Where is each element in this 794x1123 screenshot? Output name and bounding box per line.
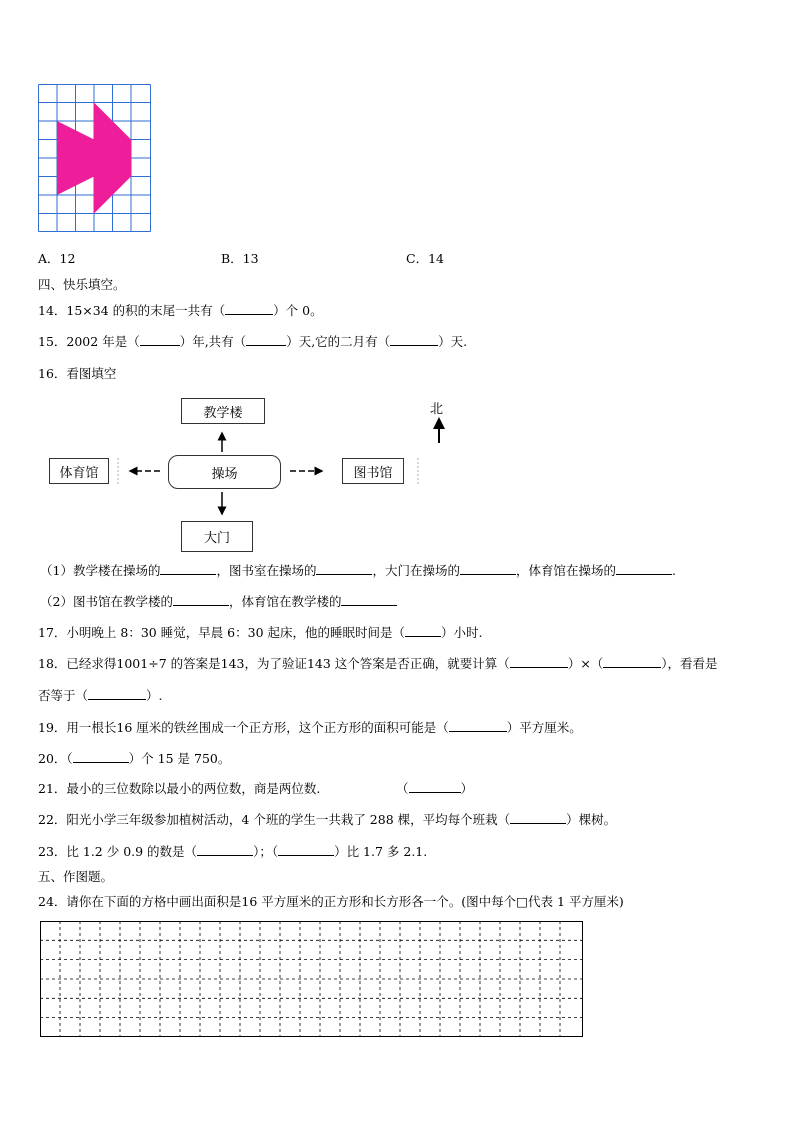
answer-blank[interactable] [409, 792, 461, 793]
question-23: 23．比 1.2 少 0.9 的数是（ ）；（ ）比 1.7 多 2.1. [38, 844, 428, 859]
answer-blank[interactable] [73, 762, 129, 763]
question-24: 24．请你在下面的方格中画出面积是16 平方厘米的正方形和长方形各一个。(图中每个□代表 1 平方厘米) [38, 894, 624, 909]
gate-box: 大门 [181, 521, 253, 552]
question-16-part-1: （1）教学楼在操场的 ，图书室在操场的 ，大门在操场的 ，体育馆在操场的 . [40, 563, 676, 578]
teaching-building-box: 教学楼 [181, 398, 265, 424]
question-17: 17．小明晚上 8：30 睡觉，早晨 6：30 起床，他的睡眠时间是（ ）小时. [38, 625, 483, 640]
answer-blank[interactable] [405, 636, 441, 637]
answer-blank[interactable] [460, 574, 516, 575]
answer-blank[interactable] [197, 855, 253, 856]
question-18: 18．已经求得1001÷7 的答案是143，为了验证143 这个答案是否正确，就要计算（ ）×（ ），看看是 [38, 656, 718, 671]
question-16-title: 16．看图填空 [38, 366, 117, 381]
north-label: 北 [430, 402, 444, 417]
option-a[interactable]: A．12 [38, 251, 76, 266]
question-20: 20．（ ）个 15 是 750。 [38, 751, 231, 766]
option-b[interactable]: B．13 [221, 251, 259, 266]
answer-blank[interactable] [316, 574, 372, 575]
question-14: 14．15×34 的积的末尾一共有（ ）个 0。 [38, 303, 323, 318]
gym-box: 体育馆 [49, 458, 109, 484]
section-4-title: 四、快乐填空。 [38, 277, 126, 292]
option-c[interactable]: C．14 [406, 251, 444, 266]
answer-blank[interactable] [449, 731, 507, 732]
drawing-grid[interactable] [40, 921, 583, 1037]
section-5-title: 五、作图题。 [38, 869, 114, 884]
library-box: 图书馆 [342, 458, 404, 484]
question-21-answer: （ ） [396, 781, 474, 796]
answer-blank[interactable] [616, 574, 672, 575]
answer-blank[interactable] [510, 667, 568, 668]
question-22: 22．阳光小学三年级参加植树活动，4 个班的学生一共栽了 288 棵，平均每个班栽（ ）棵树。 [38, 812, 617, 827]
answer-blank[interactable] [278, 855, 334, 856]
question-15: 15．2002 年是（ ）年,共有（ ）天,它的二月有（ ）天. [38, 334, 468, 349]
question-21: 21．最小的三位数除以最小的两位数，商是两位数. [38, 781, 321, 796]
question-16-part-2: （2）图书馆在教学楼的 ，体育馆在教学楼的 [40, 594, 397, 610]
question-19: 19．用一根长16 厘米的铁丝围成一个正方形，这个正方形的面积可能是（ ）平方厘米。 [38, 720, 582, 735]
answer-blank[interactable] [160, 574, 216, 575]
answer-blank[interactable] [603, 667, 661, 668]
answer-blank[interactable] [510, 823, 566, 824]
answer-blank[interactable] [88, 699, 146, 700]
playground-box: 操场 [168, 455, 281, 489]
diagram-arrows [0, 0, 794, 560]
question-18-line-2: 否等于（ ）. [38, 688, 163, 703]
answer-blank[interactable] [341, 605, 397, 606]
answer-blank[interactable] [173, 605, 229, 606]
